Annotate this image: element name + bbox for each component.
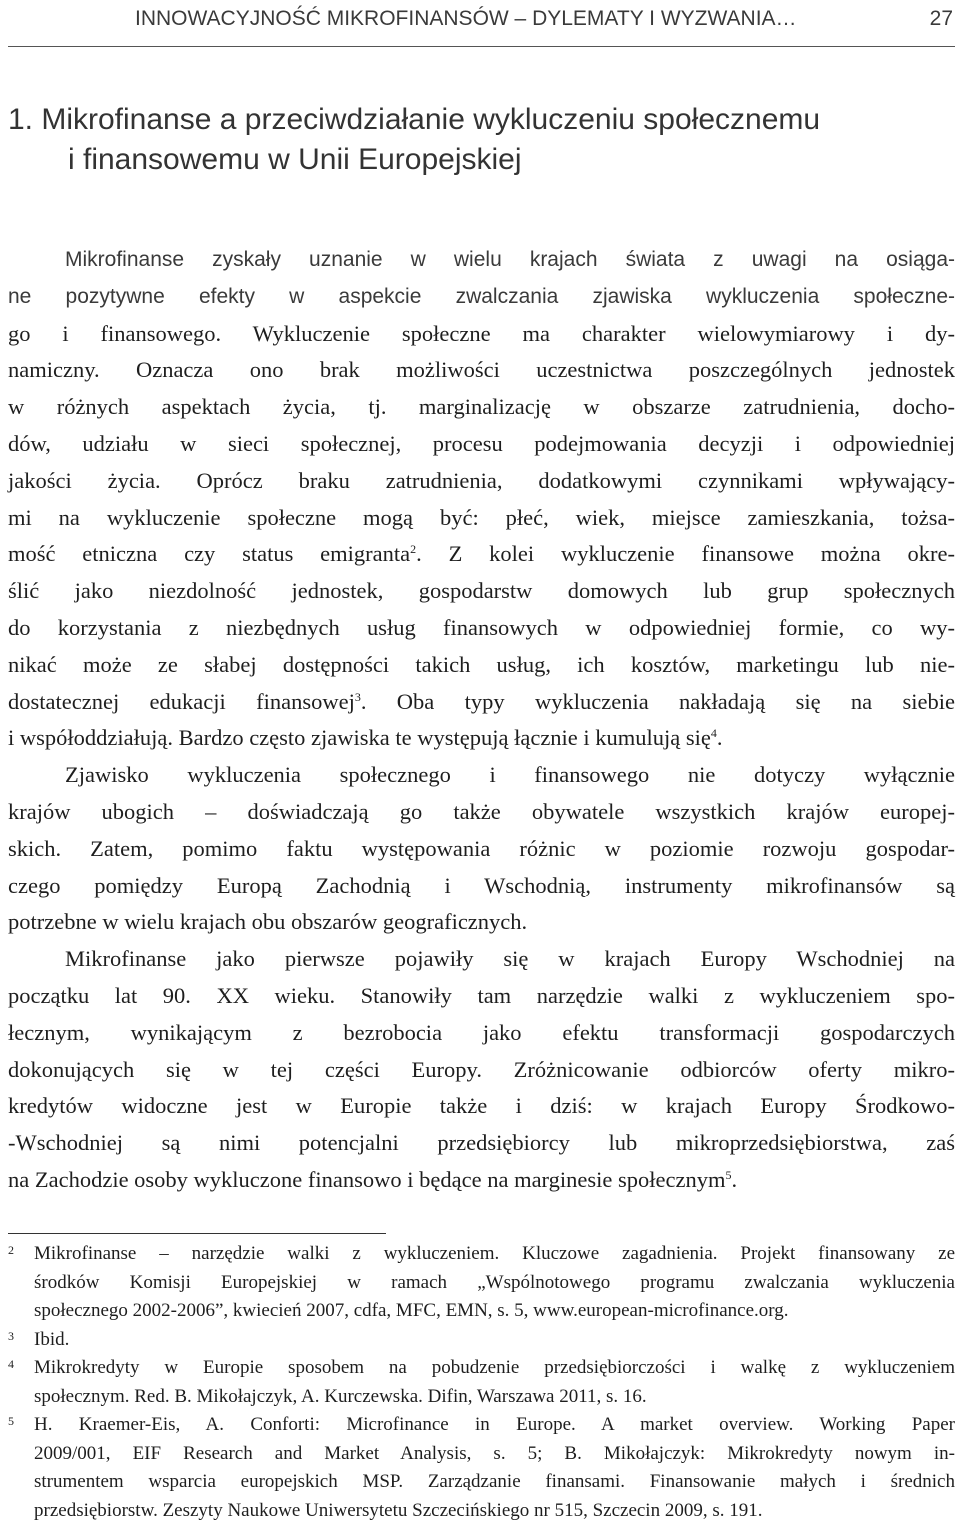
- footnote-line: Mikrofinanse – narzędzie walki z wykluczeniem. Kluczowe zagadnienia. Projekt finansowany ze: [34, 1243, 955, 1264]
- paragraph-line: krajów ubogich – doświadczają go także obywatele wszystkich krajów europej-: [8, 798, 955, 824]
- paragraph-line: dokonujących się w tej części Europy. Zróżnicowanie odbiorców oferty mikro-: [8, 1056, 955, 1082]
- section-heading-line-2: i finansowemu w Unii Europejskiej: [68, 143, 522, 176]
- paragraph-line: skich. Zatem, pomimo faktu występowania różnic w poziomie rozwoju gospodar-: [8, 835, 955, 861]
- footnote-number: 4: [8, 1357, 14, 1371]
- footnote-line: Ibid.: [34, 1328, 70, 1350]
- section-heading: [8, 100, 955, 180]
- paragraph-line: na Zachodzie osoby wykluczone finansowo i będące na marginesie społecznym$^5$.: [8, 1166, 738, 1192]
- paragraph-line: łecznym, wynikającym z bezrobocia jako efektu transformacji gospodarczych: [8, 1019, 955, 1045]
- paragraph-line: ślić jako niezdolność jednostek, gospodarstw domowych lub grup społecznych: [8, 578, 955, 604]
- paragraph-line: -Wschodniej są nimi potencjalni przedsiębiorcy lub mikroprzedsiębiorstwa, zaś: [8, 1130, 955, 1156]
- footnote-line: Mikrokredyty w Europie sposobem na pobudzenie przedsiębiorczości i walkę z wykluczeniem: [34, 1357, 955, 1378]
- paragraph-line: Mikrofinanse zyskały uznanie w wielu krajach świata z uwagi na osiąga-: [65, 248, 955, 271]
- footnote-line: społecznym. Red. B. Mikołajczyk, A. Kurczewska. Difin, Warszawa 2011, s. 16.: [34, 1385, 647, 1407]
- paragraph-line: Zjawisko wykluczenia społecznego i finansowego nie dotyczy wyłącznie: [65, 762, 955, 788]
- body-text: [8, 242, 955, 1199]
- paragraph-line: czego pomiędzy Europą Zachodnią i Wschodnią, instrumenty mikrofinansów są: [8, 872, 955, 898]
- section-heading-line-1: 1. Mikrofinanse a przeciwdziałanie wykluczeniu społecznemu: [8, 103, 821, 136]
- footnote-5: [8, 1411, 955, 1525]
- footnote-number: 2: [8, 1243, 14, 1257]
- paragraph-line: Mikrofinanse jako pierwsze pojawiły się w krajach Europy Wschodniej na: [65, 946, 955, 972]
- footnote-number: 5: [8, 1414, 14, 1428]
- footnote-line: społecznego 2002-2006”, kwiecień 2007, cdfa, MFC, EMN, s. 5, www.european-microfinance.org.: [34, 1300, 789, 1321]
- page-number: 27: [929, 7, 953, 30]
- paragraph-line: go i finansowego. Wykluczenie społeczne ma charakter wielowymiarowy i dy-: [8, 320, 955, 346]
- footnote-2: [8, 1240, 955, 1326]
- paragraph-line: namiczny. Oznacza ono brak możliwości uczestnictwa poszczególnych jednostek: [8, 357, 955, 383]
- running-head: [135, 4, 953, 34]
- footnote-ref: 2: [410, 542, 417, 557]
- footnote-ref: 3: [354, 689, 361, 704]
- footnotes: [8, 1240, 955, 1525]
- footnote-ref: 4: [710, 726, 717, 741]
- paragraph-line: kredytów widoczne jest w Europie także i dziś: w krajach Europy Środkowo-: [8, 1093, 955, 1119]
- paragraph-line: potrzebne w wielu krajach obu obszarów geograficznych.: [8, 909, 528, 935]
- footnote-4: [8, 1354, 955, 1411]
- footnote-ref: 5: [725, 1167, 732, 1182]
- paragraph-line: nikać może ze słabej dostępności takich usług, ich kosztów, marketingu lub nie-: [8, 651, 955, 677]
- paragraph-line: do korzystania z niezbędnych usług finansowych w odpowiedniej formie, co wy-: [8, 614, 955, 640]
- paragraph-line: dów, udziału w sieci społecznej, procesu podejmowania decyzji i odpowiedniej: [8, 430, 955, 456]
- paragraph-line: początku lat 90. XX wieku. Stanowiły tam narzędzie walki z wykluczeniem spo-: [8, 982, 955, 1008]
- footnote-line: przedsiębiorstw. Zeszyty Naukowe Uniwersytetu Szczecińskiego nr 515, Szczecin 2009, s. 191.: [34, 1499, 763, 1521]
- paragraph-line: w różnych aspektach życia, tj. marginalizację w obszarze zatrudnienia, docho-: [8, 394, 955, 420]
- footnote-number: 3: [8, 1328, 14, 1343]
- header-rule: [8, 46, 955, 47]
- footnote-line: środków Komisji Europejskiej w ramach „Wspólnotowego programu zwalczania wykluczenia: [34, 1271, 955, 1293]
- paragraph-line: ne pozytywne efekty w aspekcie zwalczania zjawiska wykluczenia społeczne-: [8, 284, 955, 308]
- footnote-line: 2009/001, EIF Research and Market Analysis, s. 5; B. Mikołajczyk: Mikrokredyty nowym in-: [34, 1442, 955, 1464]
- footnote-line: strumentem wsparcia europejskich MSP. Zarządzanie finansami. Finansowanie małych i średnich: [34, 1471, 955, 1492]
- footnote-rule: [8, 1233, 386, 1234]
- paragraph-line: i współoddziałują. Bardzo często zjawiska te występują łącznie i kumulują się$^4$.: [8, 725, 723, 751]
- footnote-3: [8, 1326, 955, 1355]
- paragraph-line: mi na wykluczenie społeczne mogą być: płeć, wiek, miejsce zamieszkania, tożsa-: [8, 504, 955, 530]
- running-head-title: INNOWACYJNOŚĆ MIKROFINANSÓW – DYLEMATY I WYZWANIA…: [135, 7, 797, 30]
- footnote-line: H. Kraemer-Eis, A. Conforti: Microfinance in Europe. A market overview. Working Paper: [34, 1414, 955, 1435]
- paragraph-line: mość etniczna czy status emigranta$^2$. Z kolei wykluczenie finansowe można okre-: [8, 541, 955, 567]
- paragraph-line: jakości życia. Oprócz braku zatrudnienia, dodatkowymi czynnikami wpływający-: [8, 467, 955, 493]
- paragraph-line: dostatecznej edukacji finansowej$^3$. Oba typy wykluczenia nakładają się na siebie: [8, 688, 955, 714]
